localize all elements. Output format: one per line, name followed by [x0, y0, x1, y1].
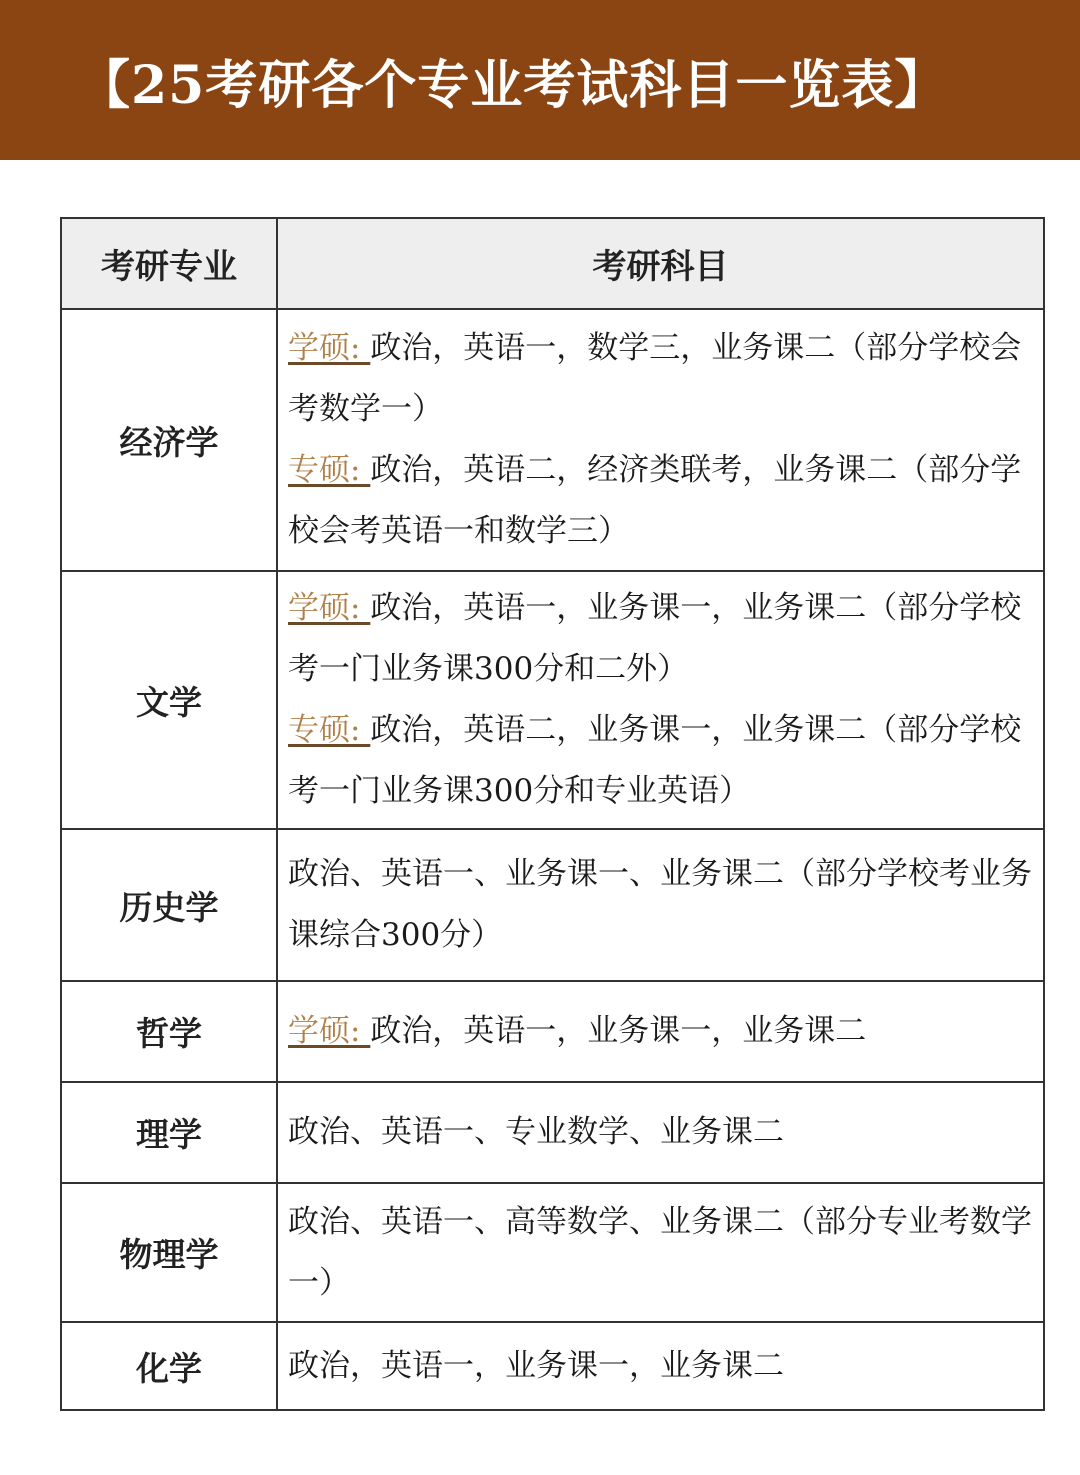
subjects-cell — [277, 1082, 1044, 1183]
subjects-text: 政治，英语一，数学三，业务课二（部分学校会考数学一） — [288, 330, 1022, 427]
degree-entry — [288, 700, 1033, 822]
subjects-cell — [277, 309, 1044, 571]
subjects-cell — [277, 571, 1044, 829]
degree-entry — [288, 578, 1033, 700]
major-cell: 历史学 — [61, 829, 277, 981]
major-cell: 物理学 — [61, 1183, 277, 1322]
title-banner — [0, 0, 1080, 160]
subjects-cell — [277, 1322, 1044, 1410]
subjects-text: 政治、英语一、高等数学、业务课二（部分专业考数学一） — [288, 1203, 1032, 1301]
subjects-text: 政治，英语一，业务课一，业务课二 — [370, 1013, 867, 1049]
degree-label: 专硕 : — [288, 712, 370, 748]
degree-label: 学硕 : — [288, 1013, 370, 1049]
major-cell: 经济学 — [61, 309, 277, 571]
table-row — [61, 571, 1044, 829]
header-subjects: 考研科目 — [277, 218, 1044, 309]
major-cell: 理学 — [61, 1082, 277, 1183]
subjects-cell — [277, 829, 1044, 981]
subjects-text: 政治、英语一、专业数学、业务课二 — [288, 1114, 784, 1150]
subjects-text: 政治，英语二，业务课一，业务课二（部分学校考一门业务课300分和专业英语） — [288, 712, 1022, 809]
table-row — [61, 1183, 1044, 1322]
subjects-text: 政治、英语一、业务课一、业务课二（部分学校考业务课综合300分） — [288, 856, 1032, 953]
table-row — [61, 309, 1044, 571]
table-row — [61, 1322, 1044, 1410]
major-cell: 文学 — [61, 571, 277, 829]
degree-entry — [288, 1001, 1033, 1062]
table-row — [61, 981, 1044, 1082]
degree-label: 专硕 : — [288, 452, 370, 488]
major-cell: 化学 — [61, 1322, 277, 1410]
subjects-text: 政治，英语一，业务课一，业务课二（部分学校考一门业务课300分和二外） — [288, 590, 1022, 687]
subjects-table — [60, 217, 1045, 1411]
subjects-text: 政治，英语一，业务课一，业务课二 — [288, 1347, 784, 1384]
table-header-row — [61, 218, 1044, 309]
page-title: 【25考研各个专业考试科目一览表】 — [78, 54, 948, 116]
table-row — [61, 829, 1044, 981]
major-cell: 哲学 — [61, 981, 277, 1082]
subjects-cell — [277, 981, 1044, 1082]
header-major: 考研专业 — [61, 218, 277, 309]
subjects-text: 政治，英语二，经济类联考，业务课二（部分学校会考英语一和数学三） — [288, 452, 1022, 549]
degree-label: 学硕 : — [288, 330, 370, 366]
table-row — [61, 1082, 1044, 1183]
subjects-cell — [277, 1183, 1044, 1322]
degree-label: 学硕 : — [288, 590, 370, 626]
degree-entry — [288, 318, 1033, 440]
degree-entry — [288, 440, 1033, 562]
